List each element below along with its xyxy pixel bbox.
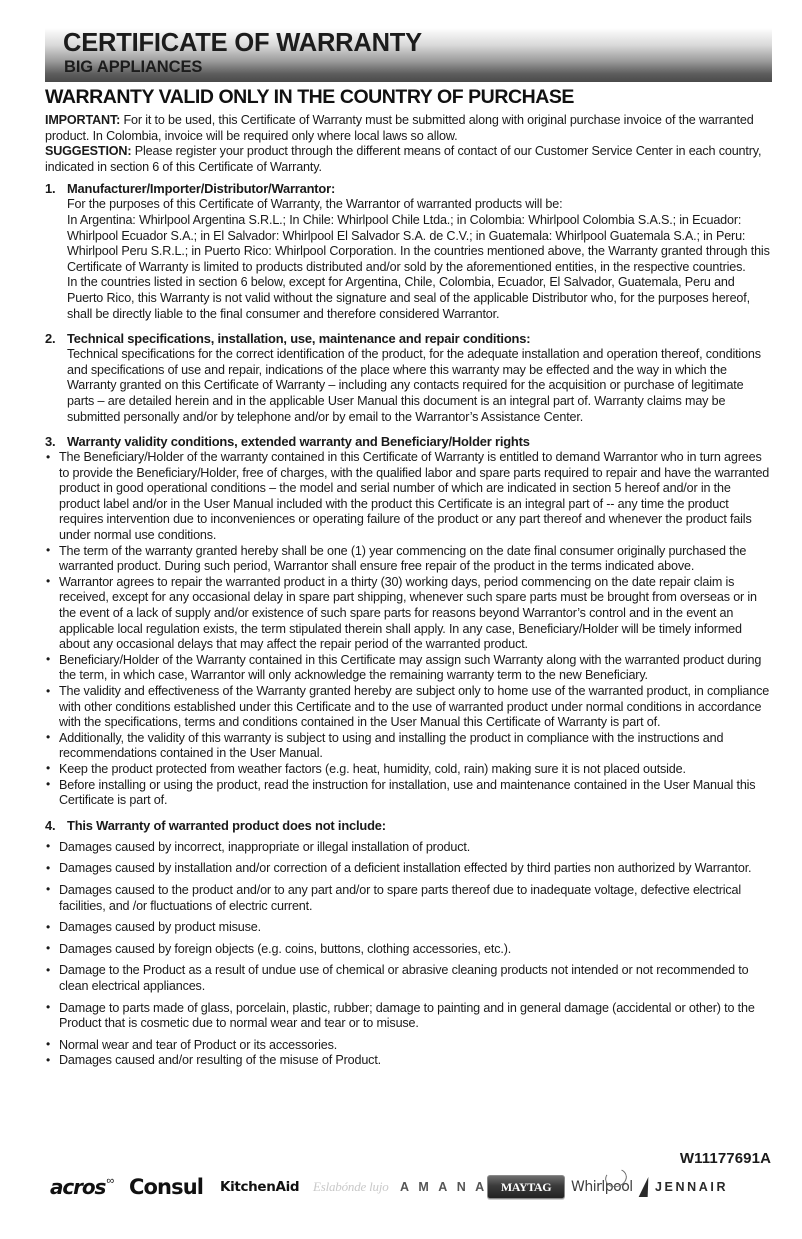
certificate-title: CERTIFICATE OF WARRANTY (63, 29, 422, 57)
section-1 (45, 181, 772, 322)
spacer (45, 425, 772, 434)
acros-logo-text: acros (50, 1175, 106, 1199)
spacer (45, 322, 772, 331)
list-item: • Damages caused by foreign objects (e.g. coins, buttons, clothing accessories, etc.). (45, 942, 772, 958)
list-item: • Damages caused and/or resulting of the misuse of Product. (45, 1053, 772, 1069)
document-body (45, 86, 772, 1069)
list-item: • The Beneficiary/Holder of the warranty contained in this Certificate of Warranty is entitled to demand Warrantor who in turn agrees to provide the Beneficiary/Holder, free of charges, with the qualified labor and spare parts required to repair and have the warranted product in good operational conditions – the model and serial number of which are indicated in section 5 hereof and/or in the product label and/or in the User Manual included with the product this Certificate is an integral part of -- any time the product requires intervention due to inconveniences or operating failure of the product or any part thereof and whenever the product fails under normal use conditions. (45, 450, 772, 544)
section-1-body (45, 197, 772, 322)
suggestion-label: SUGGESTION: (45, 144, 132, 159)
jennair-triangle-icon (639, 1177, 649, 1197)
acros-logo (50, 1166, 112, 1208)
spacer (45, 809, 772, 818)
eslabon-logo-tail: de lujo (354, 1179, 389, 1194)
list-item: • Damages caused to the product and/or to any part and/or to spare parts thereof due to inadequate voltage, defective electrical facilities, and /or fluctuations of electric current. (45, 883, 772, 914)
list-item: • Damages caused by installation and/or correction of a deficient installation effected by third parties non authorized by Warrantor. (45, 861, 772, 877)
section-4 (45, 818, 772, 1069)
consul-logo (129, 1166, 203, 1208)
section-2-body (45, 347, 772, 425)
section-3 (45, 434, 772, 809)
eslabon-logo-text: Eslabón (313, 1179, 355, 1194)
section-3-heading (45, 434, 772, 450)
section-3-number: 3. (45, 434, 56, 450)
part-number: W11177691A (679, 1150, 771, 1167)
section-1-para-1: For the purposes of this Certificate of Warranty, the Warrantor of warranted products will be: (67, 197, 563, 212)
section-2-heading (45, 331, 772, 347)
validity-headline: WARRANTY VALID ONLY IN THE COUNTRY OF PURCHASE (45, 86, 574, 108)
section-2-para-1: Technical specifications for the correct identification of the product, for the adequate installation and operation thereof, conditions and specifications of use and repair, indications of the place where this warranty may be effected and the way in which the Warranty granted on this Certificate of Warranty – including any contacts required for the acquisition or purchase of legitimate parts – are detailed herein and in the applicable User Manual this document is an integral part of. Warranty claims may be submitted personally and/or by telephone and/or by email to the Warrantor’s Assistance Center. (67, 347, 761, 424)
list-item: • Damages caused by product misuse. (45, 920, 772, 936)
section-4-title: This Warranty of warranted product does not include: (67, 817, 386, 833)
kitchenaid-logo (220, 1166, 299, 1208)
amana-logo-text: A M A N A (400, 1180, 488, 1194)
section-1-para-2: In Argentina: Whirlpool Argentina S.R.L.; In Chile: Whirlpool Chile Ltda.; in Colombia: Whirlpool Colombia S.A.S.; in Ecuador: Whirlpool Ecuador S.A.; in El Salvador: Whirlpool El Salvador S.A. de C.V.; in Guatemala: Whirlpool Guatemala S.A.; in Peru: Whirlpool Peru S.R.L.; in Puerto Rico: Whirlpool Corporation. In the countries mentioned above, the Warranty granted through this Certificate of Warranty is limited to products distributed and/or sold by the aforementioned entities, in the respective countries. (67, 212, 770, 274)
list-item: • Damage to parts made of glass, porcelain, plastic, rubber; damage to painting and in general damage (accidental or other) to the Product that is cosmetic due to normal wear and tear or to misuse. (45, 1001, 772, 1032)
important-text: For it to be used, this Certificate of Warranty must be submitted along with original purchase invoice of the warranted product. In Colombia, invoice will be required only where local laws so allow. (45, 113, 754, 143)
list-item: • The term of the warranty granted hereby shall be one (1) year commencing on the date final consumer originally purchased the warranted product. During such period, Warrantor shall ensure free repair of the product in the terms indicated above. (45, 544, 772, 575)
header-banner (45, 28, 772, 82)
jennair-logo-text: JENNAIR (655, 1180, 729, 1194)
section-4-number: 4. (45, 817, 56, 833)
acros-infinity-icon: ∞ (106, 1175, 113, 1187)
eslabon-de-lujo-logo (313, 1166, 389, 1208)
amana-logo (400, 1166, 487, 1208)
brand-logo-strip (50, 1166, 750, 1208)
maytag-logo-text: MAYTAG (500, 1179, 552, 1194)
jennair-logo (639, 1166, 728, 1208)
section-1-heading (45, 181, 772, 197)
certificate-subtitle: BIG APPLIANCES (64, 58, 203, 76)
list-item: • Normal wear and tear of Product or its accessories. (45, 1038, 772, 1054)
whirlpool-logo-text: Whirlpool (571, 1179, 633, 1195)
kitchenaid-logo-text: KitchenAid (220, 1179, 300, 1195)
suggestion-paragraph (45, 144, 772, 175)
whirlpool-logo (571, 1166, 633, 1208)
section-1-para-3: In the countries listed in section 6 below, except for Argentina, Chile, Colombia, Ecuador, El Salvador, Guatemala, Peru and Puerto Rico, this Warranty is not valid without the signature and seal of the applicable Distributor who, for the purposes hereof, shall be directly liable to the final consumer and therefore considered Warrantor. (67, 275, 750, 321)
list-item: • Beneficiary/Holder of the Warranty contained in this Certificate may assign such Warranty along with the warranted product during the term, in which case, Warrantor will only acknowledge the remaining warranty term to the new Beneficiary. (45, 653, 772, 684)
maytag-logo (487, 1166, 565, 1208)
section-3-title: Warranty validity conditions, extended warranty and Beneficiary/Holder rights (67, 434, 530, 450)
section-2-number: 2. (45, 331, 56, 347)
section-1-title: Manufacturer/Importer/Distributor/Warrantor: (67, 181, 336, 197)
list-item: • Additionally, the validity of this warranty is subject to using and installing the product in compliance with the instructions and recommendations contained in the User Manual. (45, 731, 772, 762)
section-4-heading (45, 818, 772, 834)
section-2 (45, 331, 772, 425)
section-1-number: 1. (45, 181, 56, 197)
important-paragraph (45, 113, 772, 144)
list-item: • The validity and effectiveness of the Warranty granted hereby are subject only to home use of the warranted product, in compliance with other conditions established under this Certificate and to the use of warranted product under normal conditions in accordance with the specifications, terms and conditions contained in the User Manual this Certificate of Warranty is part of. (45, 684, 772, 731)
section-2-title: Technical specifications, installation, use, maintenance and repair conditions: (67, 331, 531, 347)
section-4-bullet-list (45, 840, 772, 1069)
suggestion-text: Please register your product through the different means of contact of our Customer Service Center in each country, indicated in section 6 of this Certificate of Warranty. (45, 144, 762, 174)
section-3-bullet-list (45, 450, 772, 809)
list-item: • Warrantor agrees to repair the warranted product in a thirty (30) working days, period commencing on the date repair claim is received, except for any occasional delay in spare part shipping, whenever such spare parts must be brought from overseas or in the event of a lack of supply and/or existence of such spare parts for reasons beyond Warrantor’s control and in the event an applicable local regulation exists, the term stipulated therein shall apply. In any case, Beneficiary/Holder will be timely informed about any occasional delays that may affect the repair period of the warranted product. (45, 575, 772, 653)
list-item: • Keep the product protected from weather factors (e.g. heat, humidity, cold, rain) making sure it is not placed outside. (45, 762, 772, 778)
list-item: • Damage to the Product as a result of undue use of chemical or abrasive cleaning products not intended or not recommended to clean electrical appliances. (45, 963, 772, 994)
maytag-badge (487, 1175, 565, 1199)
list-item: • Damages caused by incorrect, inappropriate or illegal installation of product. (45, 840, 772, 856)
important-label: IMPORTANT: (45, 113, 121, 127)
list-item: • Before installing or using the product, read the instruction for installation, use and maintenance contained in the User Manual this Certificate is part of. (45, 778, 772, 809)
consul-logo-text: Consul (129, 1175, 204, 1199)
